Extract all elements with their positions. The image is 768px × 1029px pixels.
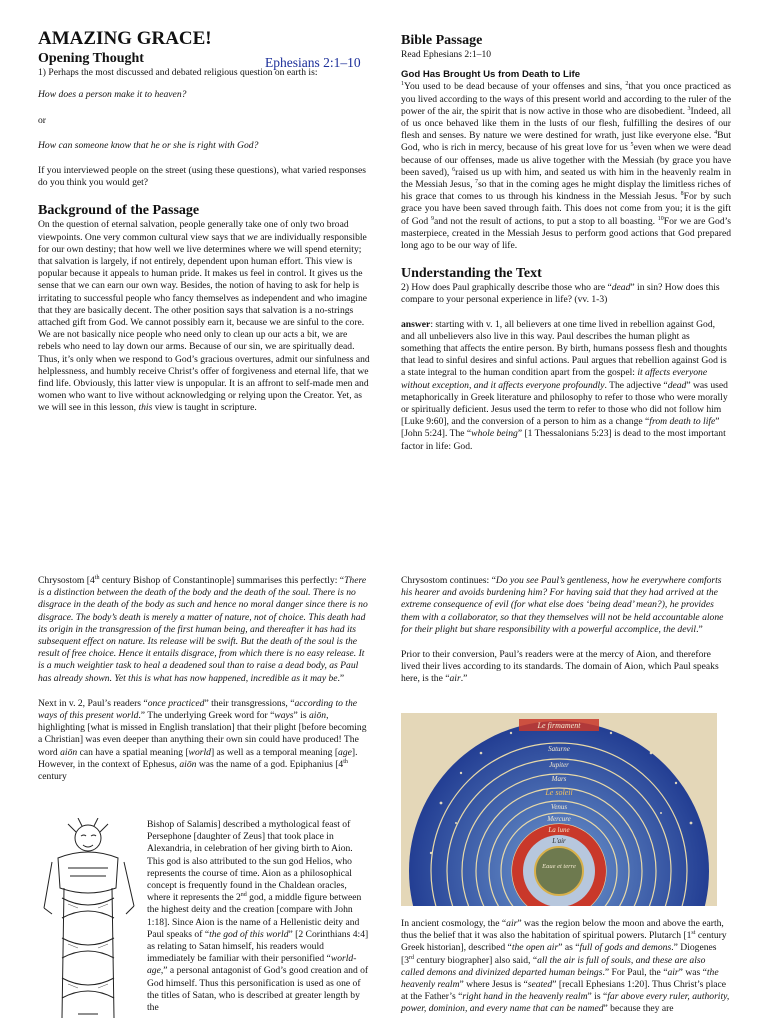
background-heading: Background of the Passage [38, 203, 200, 219]
right-bottom-column [401, 575, 731, 686]
chrysostom-quote: Chrysostom [4th century Bishop of Constantinople] summarises this perfectly: “There is a distinction between the death of the body and the death of the soul. There is no disgrace in the death of the body as such and hence no moral danger since there is no disgrace. The body’s death is merely a matter of nature, not of choice. This death had its origin in the transgression of the first human being, and thereafter it has had its subsequent effect on nature. Its release will be swift. But the death of the soul is the result of free choice. Hence it entails disgrace, from which there is no easy release. It is a much weightier task to heal a deadened soul than to raise a dead body, as Paul has already shown. Yet this is what has now happened, incredible as it may be.” [38, 574, 368, 684]
scripture-reference: Ephesians 2:1–10 [265, 55, 361, 70]
earth-center [535, 847, 583, 895]
question-1b: How can someone know that he or she is right with God? [38, 139, 259, 151]
air-text: In ancient cosmology, the “air” was the region below the moon and above the earth, thus the belief that it was also the habitation of spiritual powers. Plutarch [1st century Greek historian], described “the open air” as “full of gods and demons.” Diogenes [3rd century biographer] also said, “all the air is full of souls, and these are also called demons and divinized departed human beings.” For Paul, the “air” was “the heavenly realm” where Jesus is “seated” [recall Ephesians 1:20]. Thus Christ’s place at the Father’s “right hand in the heavenly realm” is “far above every ruler, authority, power, dominion, and every name that can be named” because they are [401, 918, 730, 1015]
right-top-column [401, 33, 731, 453]
aion-paragraph [147, 819, 369, 1014]
passage-text: $^1$You used to be dead because of your offenses and sins, $^2$that you once practiced as you lived according to the ways of this present world and according to the ruler of the power of the air, the spirit that is now active in those who are disobedient. $^3$Indeed, all of us once behaved like them in the lusts of our flesh, fulfilling the desires of our flesh and senses. By nature we were destined for wrath, just like everyone else. $^4$But God, who is rich in mercy, because of his great love for us $^5$even when we were dead because of our offenses, made us alive together with the Messiah (by grace you have been saved), $^6$raised us up with him, and seated us with him in the heavenly realm in the Messiah Jesus, $^7$so that in the coming ages he might display the limitless riches of his grace that comes to us through his kindness in the Messiah Jesus. $^8$For by such grace you have been saved through faith. This does not come from you; it is the gift of God $^9$and not the result of actions, to put a stop to all boasting. $^{10}$For we are God’s masterpiece, created in the Messiah Jesus to perform good actions that God prepared long ago to be our way of life. [401, 81, 732, 252]
label-air: L'air [552, 837, 566, 845]
cosmos-diagram [401, 713, 717, 906]
cosmos-illustration [401, 713, 717, 906]
answer-text: answer: starting with v. 1, all believers at one time lived in rebellion against God, and all unbelievers also live in this way. Paul describes the human plight as something that affects the entire person. By birth, humans possess flesh and thoughts that lead to sinful desires and sinful actions. Paul argues that rebellion against God is a state integral to the human condition apart from the gospel: it affects everyone without exception, and it affects everyone profoundly. The adjective “dead” was used metaphorically in Greek literature and philosophy to refer to those who were morally or spiritually deficient. Jesus used the term to refer to those who did not follow him [Luke 9:60], and the conversion of a person to him as a change “from death to life” [John 5:24]. The “whole being” [1 Thessalonians 5:23] is dead to the most important factor in life: God. [401, 318, 728, 452]
passage-subheading: God Has Brought Us from Death to Life [401, 69, 581, 81]
label-earth: Eaue et terre [542, 863, 576, 870]
question-1c: If you interviewed people on the street (using these questions), what varied responses do you think you would get? [38, 165, 366, 189]
aion-figure [38, 818, 144, 1024]
label-mercure: Mercure [547, 815, 571, 823]
page-title: AMAZING GRACE! [38, 28, 212, 49]
read-passage: Read Ephesians 2:1–10 [401, 49, 492, 60]
label-jupiter: Jupiter [549, 761, 569, 769]
bible-heading: Bible Passage [401, 33, 483, 48]
opening-heading: Opening Thought [38, 51, 144, 67]
aion-domain-text: Prior to their conversion, Paul’s readers were at the mercy of Aion, and therefore lived their lives according to its standards. The domain of Aion, which Paul speaks here, is the “air.” [401, 649, 719, 685]
question-1: 1) Perhaps the most discussed and debated religious question on earth is: [38, 67, 318, 79]
left-bottom-column [38, 575, 370, 783]
aion-illustration [38, 818, 144, 1024]
verse-2-paragraph: Next in v. 2, Paul’s readers “once practiced” their transgressions, “according to the ways of this present world.” The underlying Greek word for “ways” is aiōn, highlighting [what is missed in English translation] that their plight [before becoming a Christian] was even deeper than anything their own sin could have produced! The word aiōn can have a spatial meaning [world] as well as a temporal meaning [age]. However, in the context of Ephesus, aiōn was the name of a god. Epiphanius [4th century [38, 697, 367, 783]
label-saturne: Saturne [548, 745, 570, 753]
background-text: On the question of eternal salvation, people generally take one of only two broad viewpoints. One very common cultural view says that we are individually responsible for our own destiny; that how well we live determines where we will spend eternity; that salvation is largely, if not entirely, dependent upon human effort. This view is popular because it appeals to human pride. It makes us feel in control. It gives us the sense that we can earn our own way. Besides, the notion of having to ask for help is irritating to successful people who fancy themselves as independent and who imagine that they are basically decent. The other position says that salvation is a no-strings attached gift from God. We cannot possibly earn it, because we are sinful to the core. We are not basically nice people who need only to clean up our acts a bit, we are rebels who need to lay down our arms. Because of our sin, we are spiritually dead. Thus, it’s only when we respond to God’s gracious overtures, admit our sinfulness and helplessness, and humbly receive Christ’s offer of forgiveness and eternal life, that we find life. Obviously, this latter view is unpopular. It is an affront to self-made men and women who want to live without acknowledging or relying upon the Creator. Yet, as we will see in this lesson, this view is taught in scripture. [38, 219, 370, 414]
air-paragraph [401, 918, 731, 1016]
or-text: or [38, 114, 46, 126]
left-top-column [38, 28, 370, 415]
label-venus: Venus [550, 803, 568, 811]
question-2: 2) How does Paul graphically describe those who are “dead” in sin? How does this compare to your personal experience in life? (vv. 1-3) [401, 282, 720, 306]
label-firmament: Le firmament [537, 721, 581, 730]
label-mars: Mars [551, 775, 567, 783]
understanding-heading: Understanding the Text [401, 266, 542, 282]
label-soleil: Le soleil [545, 788, 573, 797]
question-1a: How does a person make it to heaven? [38, 89, 187, 101]
chrysostom-continues: Chrysostom continues: “Do you see Paul’s gentleness, how he everywhere comforts his hearer and avoids burdening him? For having said that they had arrived at the extreme consequence of evil (for what else does ‘being dead’ mean?), he provides them with a collaborator, so that they themselves will not be held accountable alone for their plight but share responsibility with a powerful accomplice, the devil.” [401, 575, 724, 635]
label-lune: La lune [548, 826, 570, 834]
aion-text: Bishop of Salamis] described a mythological feast of Persephone [daughter of Zeus] that took place in Alexandria, in celebration of her giving birth to Aion. This god is also attributed to the sun god Helios, who represents the course of time. Aion as a philosophical concept is frequently found in the Chaldean oracles, where it represents the 2nd god, a middle figure between the highest deity and the creation [compare with John 1:18]. Since Aion is the name of a Hellenistic deity and Paul speaks of “the god of this world” [2 Corinthians 4:4] as relating to Satan himself, his readers would immediately be familiar with their personified “world-age,” a personal antagonist of God’s good creation and of God himself. Thus this personification is used as one of the titles of Satan, who is described at greater length by the [147, 819, 369, 1014]
